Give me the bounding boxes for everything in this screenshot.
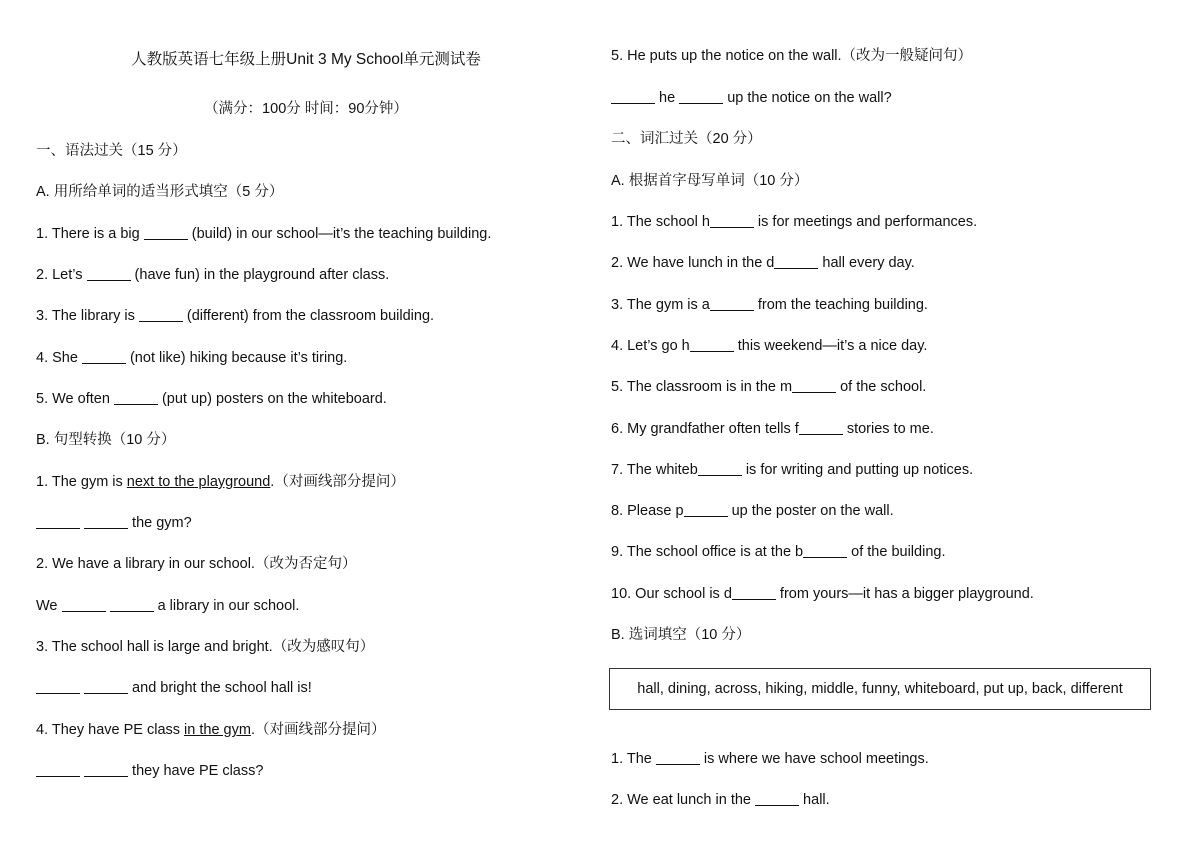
vocab-question-9: 9. The school office is at the b of the building. [611,544,946,560]
transform-question-3: 3. The school hall is large and bright.（改为感叹句） [36,639,375,655]
grammar-question-4: 4. She (not like) hiking because it’s tiring. [36,350,348,366]
section2-heading: 二、词汇过关（20 分） [611,131,762,147]
vocab-question-1: 1. The school h is for meetings and performances. [611,214,978,230]
answer-blank[interactable] [684,502,728,517]
vocab-question-5: 5. The classroom is in the m of the school. [611,379,927,395]
answer-blank[interactable] [755,791,799,806]
answer-blank[interactable] [656,750,700,765]
section2-partB-heading: B. 选词填空（10 分） [611,627,751,643]
answer-blank[interactable] [139,307,183,322]
grammar-question-2: 2. Let’s (have fun) in the playground after class. [36,267,390,283]
vocab-question-2: 2. We have lunch in the d hall every day. [611,255,915,271]
answer-blank[interactable] [732,585,776,600]
section2-partA-heading: A. 根据首字母写单词（10 分） [611,173,809,189]
fill-question-1: 1. The is where we have school meetings. [611,751,929,767]
vocab-question-10: 10. Our school is d from yours—it has a bigger playground. [611,586,1034,602]
answer-blank[interactable] [36,514,80,529]
answer-blank[interactable] [679,89,723,104]
transform-question-1: 1. The gym is next to the playground.（对画线部分提问） [36,474,405,490]
answer-blank[interactable] [84,679,128,694]
transform-answer-2: We a library in our school. [36,598,300,614]
answer-blank[interactable] [710,296,754,311]
section1-heading: 一、语法过关（15 分） [36,143,187,159]
grammar-question-5: 5. We often (put up) posters on the whiteboard. [36,391,387,407]
vocab-question-4: 4. Let’s go h this weekend—it’s a nice day. [611,338,928,354]
vocab-question-6: 6. My grandfather often tells f stories to me. [611,421,934,437]
vocab-question-7: 7. The whiteb is for writing and putting up notices. [611,462,974,478]
word-bank-box [609,668,1151,710]
answer-blank[interactable] [114,390,158,405]
answer-blank[interactable] [803,543,847,558]
answer-blank[interactable] [690,337,734,352]
answer-blank[interactable] [611,89,655,104]
transform-answer-4: they have PE class? [36,761,263,781]
vocab-question-8: 8. Please p up the poster on the wall. [611,503,894,519]
answer-blank[interactable] [62,597,106,612]
answer-blank[interactable] [110,597,154,612]
answer-blank[interactable] [698,461,742,476]
answer-blank[interactable] [774,254,818,269]
answer-blank[interactable] [36,679,80,694]
transform-question-2: 2. We have a library in our school.（改为否定句） [36,556,357,572]
page-title: 人教版英语七年级上册Unit 3 My School单元测试卷 [131,51,481,68]
transform-answer-5: he up the notice on the wall? [611,88,892,108]
transform-answer-3: and bright the school hall is! [36,678,312,698]
answer-blank[interactable] [82,349,126,364]
transform-answer-1: the gym? [36,513,192,533]
answer-blank[interactable] [792,378,836,393]
answer-blank[interactable] [710,213,754,228]
answer-blank[interactable] [799,420,843,435]
underlined-phrase: in the gym [184,722,251,738]
fill-question-2: 2. We eat lunch in the hall. [611,792,830,808]
grammar-question-3: 3. The library is (different) from the classroom building. [36,308,435,324]
page-subtitle: （满分：100分 时间：90分钟） [204,101,408,117]
answer-blank[interactable] [36,762,80,777]
section1-partB-heading: B. 句型转换（10 分） [36,432,176,448]
answer-blank[interactable] [84,514,128,529]
answer-blank[interactable] [144,225,188,240]
transform-question-5: 5. He puts up the notice on the wall.（改为一般疑问句） [611,48,973,64]
answer-blank[interactable] [87,266,131,281]
vocab-question-3: 3. The gym is a from the teaching building. [611,297,928,313]
answer-blank[interactable] [84,762,128,777]
word-bank-text: hall, dining, across, hiking, middle, funny, whiteboard, put up, back, different [637,681,1123,697]
grammar-question-1: 1. There is a big (build) in our school—it’s the teaching building. [36,226,492,242]
section1-partA-heading: A. 用所给单词的适当形式填空（5 分） [36,184,284,200]
transform-question-4: 4. They have PE class in the gym.（对画线部分提问） [36,722,386,738]
underlined-phrase: next to the playground [126,474,271,490]
